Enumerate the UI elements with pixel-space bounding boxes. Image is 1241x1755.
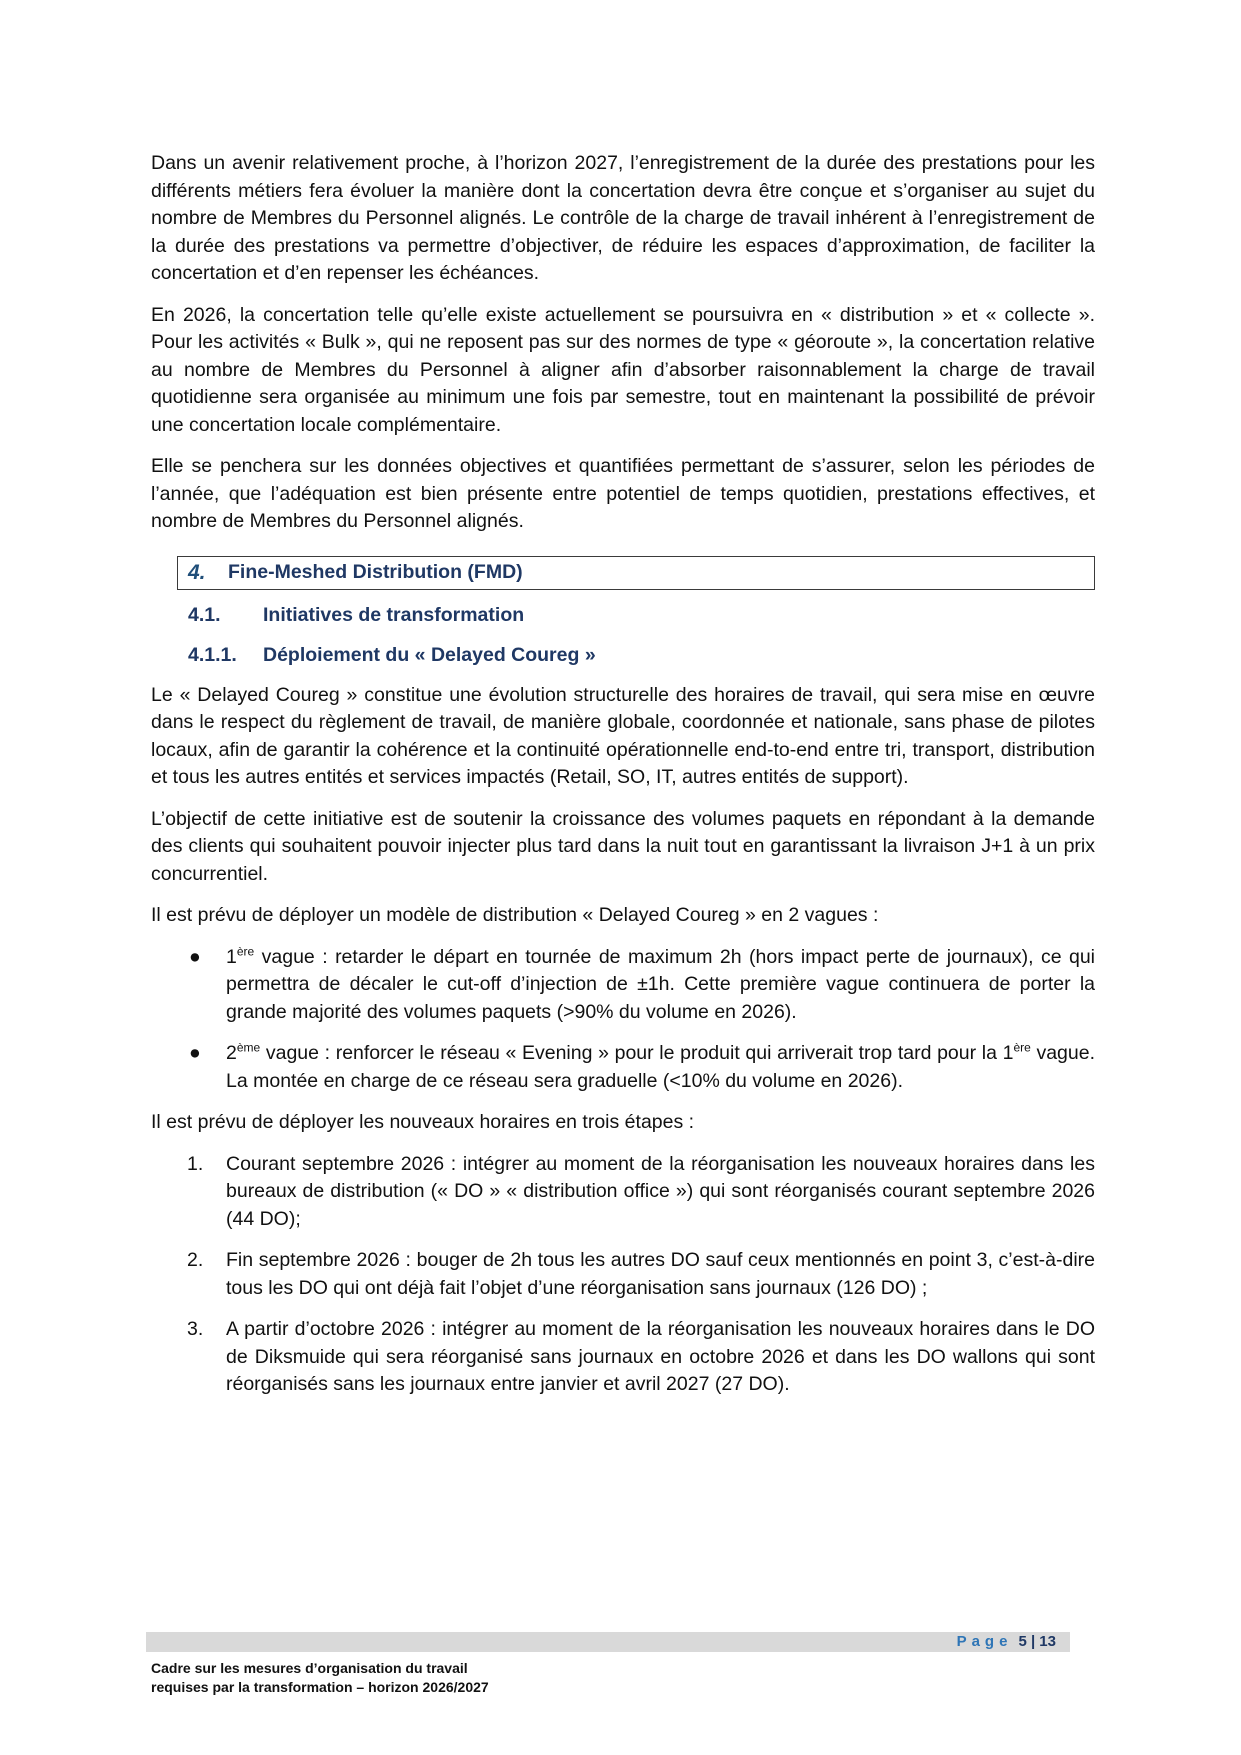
footer-line: requises par la transformation – horizon 2026/2027 <box>151 1679 489 1695</box>
page-word: Page <box>956 1633 1013 1650</box>
page-number: 5 | 13 <box>1018 1633 1056 1650</box>
numbered-list <box>151 1151 1095 1399</box>
list-item: ● 1ère vague : retarder le départ en tournée de maximum 2h (hors impact perte de journaux), ce qui permettra de décaler le cut-off d’injection de ±1h. Cette première vague continuera de porter la grande majorité des volumes paquets (>90% du volume en 2026). <box>189 944 1095 1023</box>
paragraph: L’objectif de cette initiative est de soutenir la croissance des volumes paquets en répondant à la demande des clients qui souhaitent pouvoir injecter plus tard dans la nuit tout en garantissant la livraison J+1 à un prix concurrentiel. <box>151 807 1095 885</box>
subsubsection-heading <box>188 642 1095 670</box>
subsubsection-number: 4.1.1. <box>188 643 237 666</box>
bullet-icon: ● <box>189 1042 201 1064</box>
subsubsection-title: Déploiement du « Delayed Coureg » <box>263 643 596 666</box>
list-item: 1. Courant septembre 2026 : intégrer au moment de la réorganisation les nouveaux horaires dans les bureaux de distribution (« DO » « distribution office ») qui sont réorganisés courant septembre 2026 (44 DO); <box>187 1152 1095 1230</box>
paragraph: Dans un avenir relativement proche, à l’horizon 2027, l’enregistrement de la durée des prestations pour les différents métiers fera évoluer la manière dont la concertation devra être conçue et s’organiser au sujet du nombre de Membres du Personnel alignés. Le contrôle de la charge de travail inhérent à l’enregistrement de la durée des prestations va permettre d’objectiver, de réduire les espaces d’approximation, de faciliter la concertation et d’en repenser les échéances. <box>151 152 1095 284</box>
bullet-icon: ● <box>189 945 201 968</box>
page-indicator <box>957 1632 1056 1652</box>
list-item: ● 2ème vague : renforcer le réseau « Evening » pour le produit qui arriverait trop tard pour la 1ère vague. La montée en charge de ce réseau sera graduelle (<10% du volume en 2026). <box>189 1040 1095 1092</box>
list-number: 1. <box>187 1152 204 1175</box>
subsection-title: Initiatives de transformation <box>263 603 525 626</box>
subsection-heading <box>188 602 1095 630</box>
paragraph: En 2026, la concertation telle qu’elle existe actuellement se poursuivra en « distribution » et « collecte ». Pour les activités « Bulk », qui ne reposent pas sur des normes de type « géoroute », la concertation relative au nombre de Membres du Personnel à aligner afin d’absorber raisonnablement la charge de travail quotidienne sera organisée au minimum une fois par semestre, tout en maintenant la possibilité de prévoir une concertation locale complémentaire. <box>151 303 1095 436</box>
paragraph: Le « Delayed Coureg » constitue une évolution structurelle des horaires de travail, qui sera mise en œuvre dans le respect du règlement de travail, de manière globale, coordonnée et nationale, sans phase de pilotes locaux, afin de garantir la cohérence et la continuité opérationnelle end-to-end entre tri, transport, distribution et tous les autres entités et services impactés (Retail, SO, IT, autres entités de support). <box>151 683 1095 788</box>
section-heading <box>177 556 1095 590</box>
footer-document-title <box>151 1659 489 1697</box>
section-title: Fine-Meshed Distribution (FMD) <box>228 560 523 583</box>
footer-bar <box>146 1632 1070 1652</box>
list-number: 3. <box>187 1318 204 1340</box>
list-number: 2. <box>187 1249 204 1271</box>
paragraph: Il est prévu de déployer un modèle de distribution « Delayed Coureg » en 2 vagues : <box>151 904 879 926</box>
list-item: 2. Fin septembre 2026 : bouger de 2h tous les autres DO sauf ceux mentionnés en point 3, c’est-à-dire tous les DO qui ont déjà fait l’objet d’une réorganisation sans journaux (126 DO) ; <box>187 1249 1095 1299</box>
subsection-number: 4.1. <box>188 603 221 626</box>
list-item: 3. A partir d’octobre 2026 : intégrer au moment de la réorganisation les nouveaux horaires dans le DO de Diksmuide qui sera réorganisé sans journaux en octobre 2026 et dans les DO wallons qui sont réorganisés sans les journaux entre janvier et avril 2027 (27 DO). <box>187 1318 1095 1395</box>
footer-line: Cadre sur les mesures d’organisation du travail <box>151 1660 468 1676</box>
paragraph: Elle se penchera sur les données objectives et quantifiées permettant de s’assurer, selon les périodes de l’année, que l’adéquation est bien présente entre potentiel de temps quotidien, prestations effectives, et nombre de Membres du Personnel alignés. <box>151 455 1095 532</box>
document-body <box>151 150 1095 1413</box>
paragraph: Il est prévu de déployer les nouveaux horaires en trois étapes : <box>151 1111 695 1133</box>
bullet-list <box>151 944 1095 1096</box>
section-number: 4. <box>188 560 206 584</box>
